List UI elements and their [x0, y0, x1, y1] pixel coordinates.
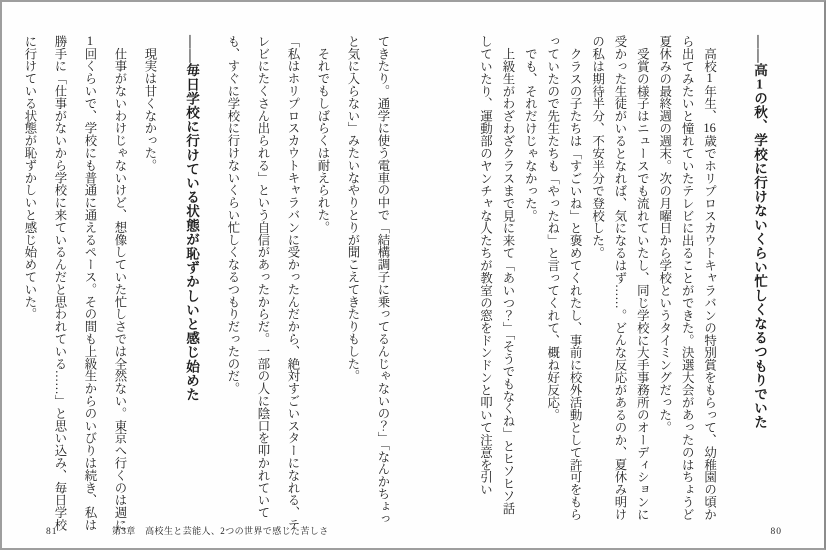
text-flow-right: [474, 35, 770, 521]
page-left: [2, 2, 413, 548]
paragraph: 仕事がないわけじゃないけど、想像していた忙しさでは全然ない。東京へ行くのは週に1回くらいで、学校にも普通に通えるペース。その間も上級生からのいびりは続き、私は勝手に「仕事がないから学校に来ているんだと思われている……」と思い込み、毎日学校に行けている状態が恥ずかしいと感じ始めていた。: [23, 35, 127, 532]
section-heading: ――高1の秋、学校に行けないくらい忙しくなるつもりでいた: [752, 35, 767, 430]
paragraph: でも、それだけじゃなかった。: [523, 35, 538, 222]
paragraph: それでもしばらくは耐えられた。: [316, 35, 330, 234]
paragraph: てきたり。通学に使う電車の中で「結構調子に乗ってるんじゃないの？」「なんかちょっと気に入らない」みたいなやりとりが聞こえてきたりもした。: [346, 35, 390, 525]
paragraph: 高校1年生、16歳でホリプロスカウトキャラバンの特別賞をもらって、幼稚園の頃から出てみたいと憧れていたテレビに出ることができた。決選大会があったのはちょうど夏休みの最終週の週末。次の月曜日から学校というタイミングだった。: [657, 35, 717, 521]
page-number: 81: [46, 527, 58, 537]
page-right: [413, 2, 824, 548]
paragraph: クラスの子たちは「すごいね」と褒めてくれたし、事前に校外活動として許可をもらっていたので先生たちも「やったね」と言ってくれて、概ね好反応。: [545, 35, 583, 521]
paragraph: 「私はホリプロスカウトキャラバンに受かったんだから、絶対すごいスターになれる、テレビにたくさん出られる」という自信があったからだ。一部の人に陰口を叩かれていても、すぐに学校に行けないくらい忙しくなるつもりだったのだ。: [226, 35, 300, 531]
paragraph: 受賞の様子はニュースでも流れていたし、同じ学校に大手事務所のオーディションに受かった生徒がいるとなれば、気になるはず……。どんな反応があるのか、夏休み明けの私は期待半分、不安半分で登校した。: [590, 35, 650, 521]
paragraph: 現実は甘くなかった。: [143, 35, 157, 172]
text-flow-left: [15, 35, 398, 532]
page-number: 80: [770, 527, 782, 537]
paragraph-group-top: [218, 35, 398, 532]
section-heading: ――毎日学校に行けている状態が恥ずかしいと感じ始めた: [184, 35, 199, 402]
paragraph-group-bottom: [15, 35, 165, 532]
chapter-caption: 第3章 高校生と芸能人、2つの世界で感じた苦しさ: [112, 526, 329, 536]
paragraph: 上級生がわざわざクラスまで見に来て「あいつ？」「そうでもなくね」とヒソヒソ話していたり、運動部のヤンチャな人たちが教室の窓をドンドンと叩いて注意を引い: [478, 35, 515, 515]
paragraph-group: [474, 35, 720, 521]
